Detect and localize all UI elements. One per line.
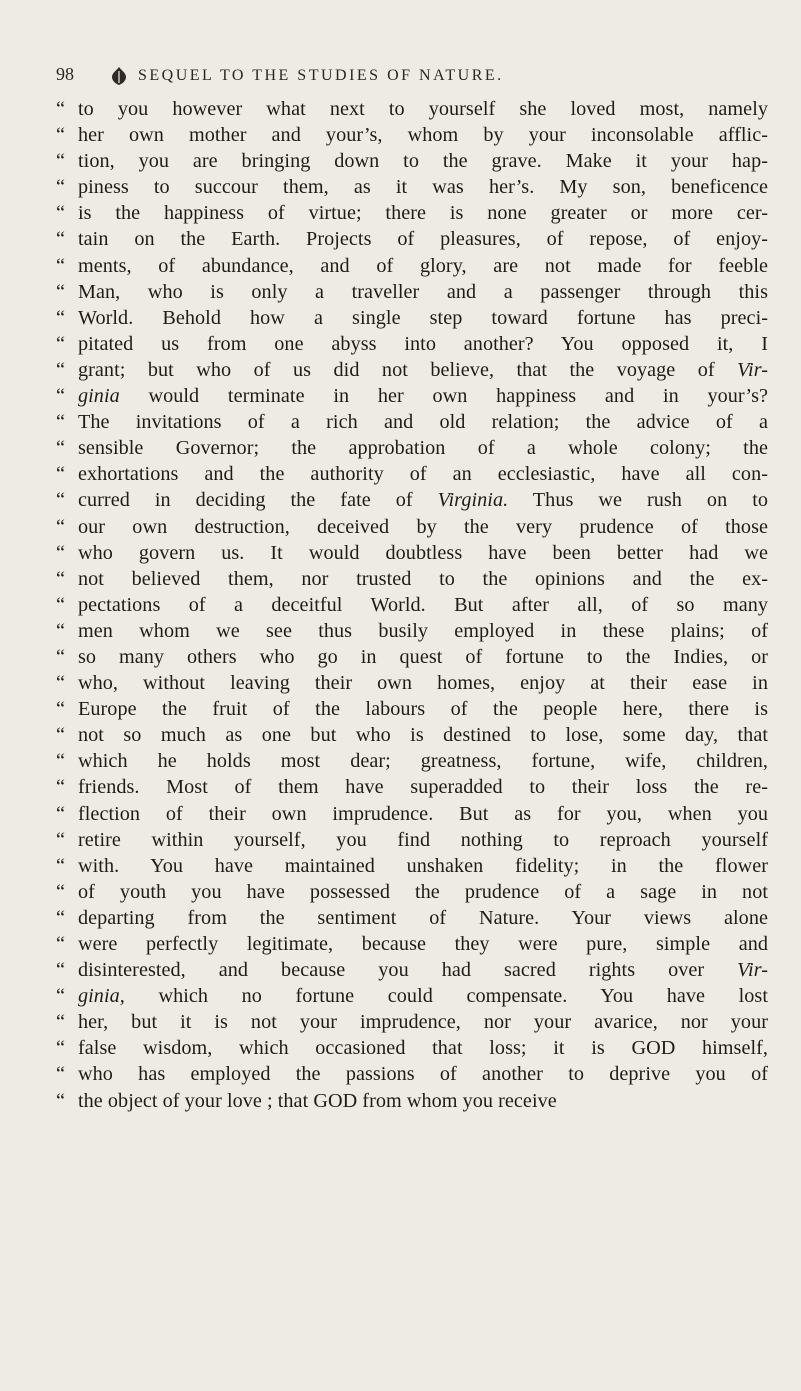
quote-mark: “ <box>56 672 66 695</box>
text-line <box>56 540 768 566</box>
text-line <box>56 96 768 122</box>
quote-mark: “ <box>56 124 66 147</box>
quote-mark: “ <box>56 306 66 329</box>
text-run: of youth you have possessed the prudence of a sage in not <box>78 880 768 903</box>
quote-mark: “ <box>56 776 66 799</box>
text-line <box>56 722 768 748</box>
quote-mark: “ <box>56 202 66 225</box>
text-run: who has employed the passions of another to deprive you of <box>78 1063 768 1086</box>
quote-mark: “ <box>56 906 66 929</box>
text-line <box>56 305 768 331</box>
text-line <box>56 905 768 931</box>
italic-text: ginia <box>78 385 120 408</box>
text-run: not believed them, nor trusted to the opinions and the ex- <box>78 567 768 590</box>
quote-mark: “ <box>56 724 66 747</box>
text-run: departing from the sentiment of Nature. Your views alone <box>78 906 768 929</box>
text-line <box>56 957 768 983</box>
quote-mark: “ <box>56 1011 66 1034</box>
text-run: pectations of a deceitful World. But after all, of so many <box>78 593 768 616</box>
text-run: which no fortune could compensate. You have lost <box>124 985 768 1008</box>
text-line <box>56 148 768 174</box>
text-run: the object of your love ; that GOD from whom you receive <box>78 1089 557 1112</box>
quote-mark: “ <box>56 411 66 434</box>
quote-mark: “ <box>56 463 66 486</box>
text-run: were perfectly legitimate, because they were pure, simple and <box>78 933 768 955</box>
text-run: curred in deciding the fate of <box>78 489 438 512</box>
text-run: The invitations of a rich and old relation; the advice of a <box>78 411 768 434</box>
text-line <box>56 592 768 618</box>
text-line <box>56 226 768 252</box>
text-run: pitated us from one abyss into another? You opposed it, I <box>78 332 768 355</box>
quote-mark: “ <box>56 985 66 1008</box>
text-run: Man, who is only a traveller and a passenger through this <box>78 280 768 303</box>
text-line <box>56 1009 768 1035</box>
text-run: to you however what next to yourself she loved most, namely <box>78 98 768 120</box>
quote-mark: “ <box>56 280 66 303</box>
text-line <box>56 748 768 774</box>
text-run: sensible Governor; the approbation of a whole colony; the <box>78 437 768 460</box>
text-run: piness to succour them, as it was her’s. My son, beneficence <box>78 176 768 199</box>
text-run: retire within yourself, you find nothing to reproach yourself <box>78 828 768 851</box>
text-line <box>56 200 768 226</box>
text-line <box>56 1088 768 1114</box>
quote-mark: “ <box>56 358 66 381</box>
quote-mark: “ <box>56 1089 66 1112</box>
quote-mark: “ <box>56 98 66 120</box>
text-line <box>56 253 768 279</box>
text-line <box>56 853 768 879</box>
quote-mark: “ <box>56 593 66 616</box>
text-line <box>56 435 768 461</box>
quote-mark: “ <box>56 880 66 903</box>
text-run: so many others who go in quest of fortune to the Indies, or <box>78 645 768 668</box>
text-run: tion, you are bringing down to the grave. Make it your hap- <box>78 150 768 173</box>
text-run: World. Behold how a single step toward fortune has preci- <box>78 306 768 329</box>
quote-mark: “ <box>56 1037 66 1060</box>
text-run: our own destruction, deceived by the very prudence of those <box>78 515 768 538</box>
text-run: false wisdom, which occasioned that loss; it is GOD himself, <box>78 1037 768 1060</box>
text-line <box>56 331 768 357</box>
quote-mark: “ <box>56 385 66 408</box>
text-run: which he holds most dear; greatness, fortune, wife, children, <box>78 750 768 773</box>
quote-mark: “ <box>56 332 66 355</box>
text-run: her own mother and your’s, whom by your inconsolable afflic- <box>78 124 768 147</box>
quote-mark: “ <box>56 645 66 668</box>
text-line <box>56 383 768 409</box>
text-line <box>56 279 768 305</box>
page-number: 98 <box>56 64 74 84</box>
text-line <box>56 409 768 435</box>
quote-mark: “ <box>56 750 66 773</box>
text-line <box>56 931 768 957</box>
quote-mark: “ <box>56 959 66 982</box>
text-line <box>56 357 768 383</box>
text-run: her, but it is not your imprudence, nor your avarice, nor your <box>78 1011 768 1034</box>
text-run: men whom we see thus busily employed in these plains; of <box>78 619 768 642</box>
text-line <box>56 696 768 722</box>
text-run: ments, of abundance, and of glory, are not made for feeble <box>78 254 768 277</box>
quote-mark: “ <box>56 828 66 851</box>
text-run: is the happiness of virtue; there is none greater or more cer- <box>78 202 768 225</box>
quote-mark: “ <box>56 515 66 538</box>
text-run: not so much as one but who is destined to lose, some day, that <box>78 724 768 747</box>
quote-mark: “ <box>56 567 66 590</box>
quote-mark: “ <box>56 176 66 199</box>
text-line <box>56 514 768 540</box>
text-line <box>56 461 768 487</box>
running-title: SEQUEL TO THE STUDIES OF NATURE. <box>138 67 504 84</box>
text-line <box>56 487 768 513</box>
quote-mark: “ <box>56 489 66 512</box>
quote-mark: “ <box>56 802 66 825</box>
text-run: exhortations and the authority of an ecclesiastic, have all con- <box>78 463 768 486</box>
running-head <box>56 64 756 88</box>
text-line <box>56 174 768 200</box>
quote-mark: “ <box>56 150 66 173</box>
text-run: would terminate in her own happiness and in your’s? <box>119 385 768 408</box>
text-run: flection of their own imprudence. But as for you, when you <box>78 802 768 825</box>
text-run: who govern us. It would doubtless have been better had we <box>78 541 768 564</box>
quote-mark: “ <box>56 1063 66 1086</box>
text-run: disinterested, and because you had sacred rights over <box>78 959 738 982</box>
text-body <box>56 96 768 1114</box>
text-line <box>56 879 768 905</box>
italic-text: Virginia. <box>437 489 509 512</box>
quote-mark: “ <box>56 698 66 721</box>
text-run: with. You have maintained unshaken fidelity; in the flower <box>78 854 768 877</box>
text-line <box>56 644 768 670</box>
text-run: Europe the fruit of the labours of the people here, there is <box>78 698 768 721</box>
text-line <box>56 1035 768 1061</box>
text-line <box>56 983 768 1009</box>
italic-text: Vir- <box>737 959 768 982</box>
text-line <box>56 827 768 853</box>
quote-mark: “ <box>56 228 66 251</box>
text-line <box>56 122 768 148</box>
text-run: Thus we rush on to <box>508 489 768 512</box>
italic-text: ginia, <box>78 985 125 1008</box>
text-run: tain on the Earth. Projects of pleasures, of repose, of enjoy- <box>78 228 768 251</box>
quote-mark: “ <box>56 254 66 277</box>
text-line <box>56 774 768 800</box>
quote-mark: “ <box>56 933 66 955</box>
text-line <box>56 566 768 592</box>
text-run: friends. Most of them have superadded to their loss the re- <box>78 776 768 799</box>
text-line <box>56 801 768 827</box>
quote-mark: “ <box>56 437 66 460</box>
italic-text: Vir- <box>737 358 768 381</box>
quote-mark: “ <box>56 619 66 642</box>
text-line <box>56 618 768 644</box>
text-run: grant; but who of us did not believe, that the voyage of <box>78 358 738 381</box>
text-line <box>56 1061 768 1087</box>
ornament-icon <box>108 65 130 87</box>
text-line <box>56 670 768 696</box>
quote-mark: “ <box>56 854 66 877</box>
quote-mark: “ <box>56 541 66 564</box>
text-run: who, without leaving their own homes, enjoy at their ease in <box>78 672 768 695</box>
